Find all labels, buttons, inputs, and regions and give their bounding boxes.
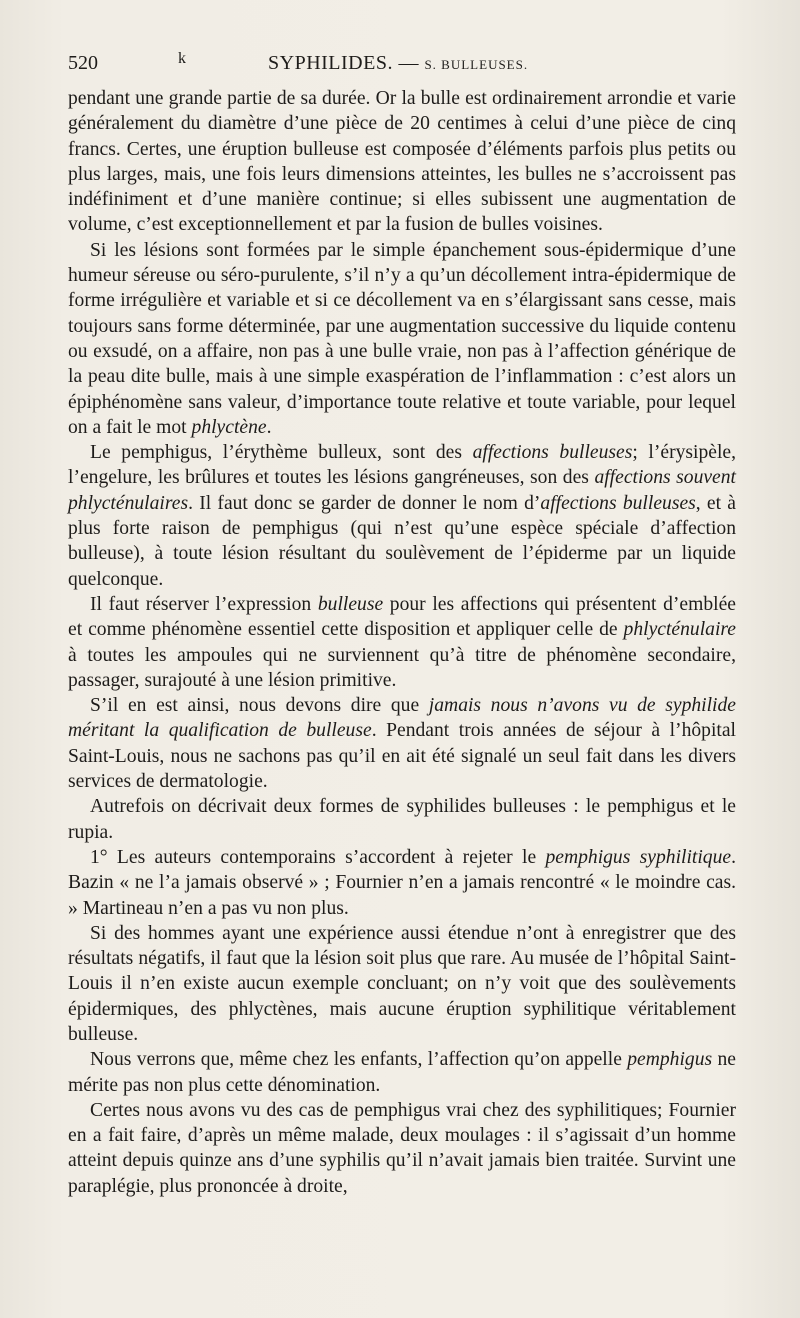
text-run: Si des hommes ayant une expérience aussi étendue n’ont à enregistrer que des résultats négatifs, il faut que la lésion soit plus que rare. Au musée de l’hôpital Saint-Louis il n’en existe aucun exemple concluant; on n’y voit que des soulèvements épidermiques, des phlyctènes, mais aucune éruption syphilitique véritablement bulleuse. <box>68 922 736 1045</box>
italic-run: affections bulleuses <box>472 442 633 464</box>
text-run: 1° Les auteurs contemporains s’accordent à rejeter le <box>90 846 546 868</box>
text-run: Autrefois on décrivait deux formes de syphilides bulleuses : le pemphigus et le rupia. <box>68 796 736 843</box>
text-run: pendant une grande partie de sa durée. Or la bulle est ordinairement arrondie et varie généralement du diamètre d’une pièce de 20 centimes à celui d’une pièce de cinq francs. Certes, une éruption bulleuse est composée d’éléments parfois plus petits ou plus larges, mais, une fois leurs dimensions atteintes, les bulles ne s’accroissent pas indéfiniment et d’une manière continue; si elles subissent une augmentation de volume, c’est exceptionnellement et par la fusion de bulles voisines. <box>68 88 736 236</box>
text-run: . Bazin « ne l’a jamais observé » ; Fournier n’en a jamais rencontré « le moindre cas. » Martineau n’en a pas vu non plus. <box>68 846 736 919</box>
text-run: . Il faut donc se garder de donner le nom d’ <box>188 492 541 514</box>
paragraph <box>68 86 736 238</box>
page-number: 520 <box>68 52 98 74</box>
paragraph <box>68 1047 736 1098</box>
text-run: Il faut réserver l’expression <box>90 593 318 615</box>
running-title <box>268 52 528 75</box>
text-run: Certes nous avons vu des cas de pemphigus vrai chez des syphilitiques; Fournier en a fait faire, d’après un même malade, deux moulages : il s’agissait d’un homme atteint depuis quinze ans d’une syphilis qu’il n’avait jamais bien traitée. Survint une paraplégie, plus prononcée à droite, <box>68 1099 736 1197</box>
text-run: S’il en est ainsi, nous devons dire que <box>90 695 429 717</box>
running-header <box>68 52 736 80</box>
text-run: Le pemphigus, l’érythème bulleux, sont des <box>90 442 473 464</box>
paragraph <box>68 440 736 592</box>
text-run: pour les affections qui présentent d’emblée et comme phénomène essentiel cette disposition et appliquer celle de <box>68 593 736 641</box>
italic-run: pemphigus syphilitique <box>545 846 732 868</box>
italic-run: pemphigus <box>627 1049 713 1071</box>
text-run: Si les lésions sont formées par le simple épanchement sous-épidermique d’une humeur séreuse ou séro-purulente, s’il n’y a qu’un décollement intra-épidermique de forme irrégulière et variable et si ce décollement va en s’élargissant sans cesse, mais toujours sans forme déterminée, par une augmentation successive du liquide contenu ou exsudé, on a affaire, non pas à une bulle vraie, non pas à l’affection générique de la peau dite bulle, mais à une simple exaspération de l’inflammation : c’est alors un épiphénomène sans valeur, d’importance toute relative et toute variable, pour lequel on a fait le mot <box>68 239 736 438</box>
text-run: . <box>266 416 272 438</box>
paragraph <box>68 592 736 693</box>
paragraph <box>68 794 736 845</box>
printer-mark: k <box>178 50 186 67</box>
italic-run: phlycténulaire <box>623 619 736 641</box>
text-run: . Pendant trois années de séjour à l’hôpital Saint-Louis, nous ne sachons pas qu’il en ait été signalé un seul fait dans les divers services de dermatologie. <box>68 720 736 793</box>
text-run: , et à plus forte raison de pemphigus (qui n’est qu’une espèce spéciale d’affection bulleuse), à toute lésion résultant du soulèvement de l’épiderme par un liquide quelconque. <box>68 492 736 590</box>
italic-run: affections souvent phlycténulaires <box>68 467 736 514</box>
italic-run: affections bulleuses <box>540 492 696 514</box>
text-run: ; l’érysipèle, l’engelure, les brûlures et toutes les lésions gangréneuses, son des <box>68 442 736 489</box>
running-title-main: SYPHILIDES. — <box>268 52 425 74</box>
paragraph <box>68 693 736 794</box>
italic-run: bulleuse <box>317 593 384 615</box>
text-run: Nous verrons que, même chez les enfants, l’affection qu’on appelle <box>90 1049 628 1071</box>
paragraph <box>68 1098 736 1199</box>
body-text <box>68 86 736 1199</box>
paragraph <box>68 845 736 921</box>
paragraph <box>68 921 736 1047</box>
running-title-sub: S. BULLEUSES. <box>424 57 529 72</box>
text-run: à toutes les ampoules qui ne surviennent qu’à titre de phénomène secondaire, passager, surajouté à une lésion primitive. <box>68 644 736 691</box>
italic-run: jamais nous n’avons vu de syphilide méritant la qualification de bulleuse <box>68 695 736 742</box>
italic-run: phlyctène <box>191 416 267 438</box>
text-run: ne mérite pas non plus cette dénomination. <box>68 1049 736 1096</box>
paragraph <box>68 238 736 440</box>
